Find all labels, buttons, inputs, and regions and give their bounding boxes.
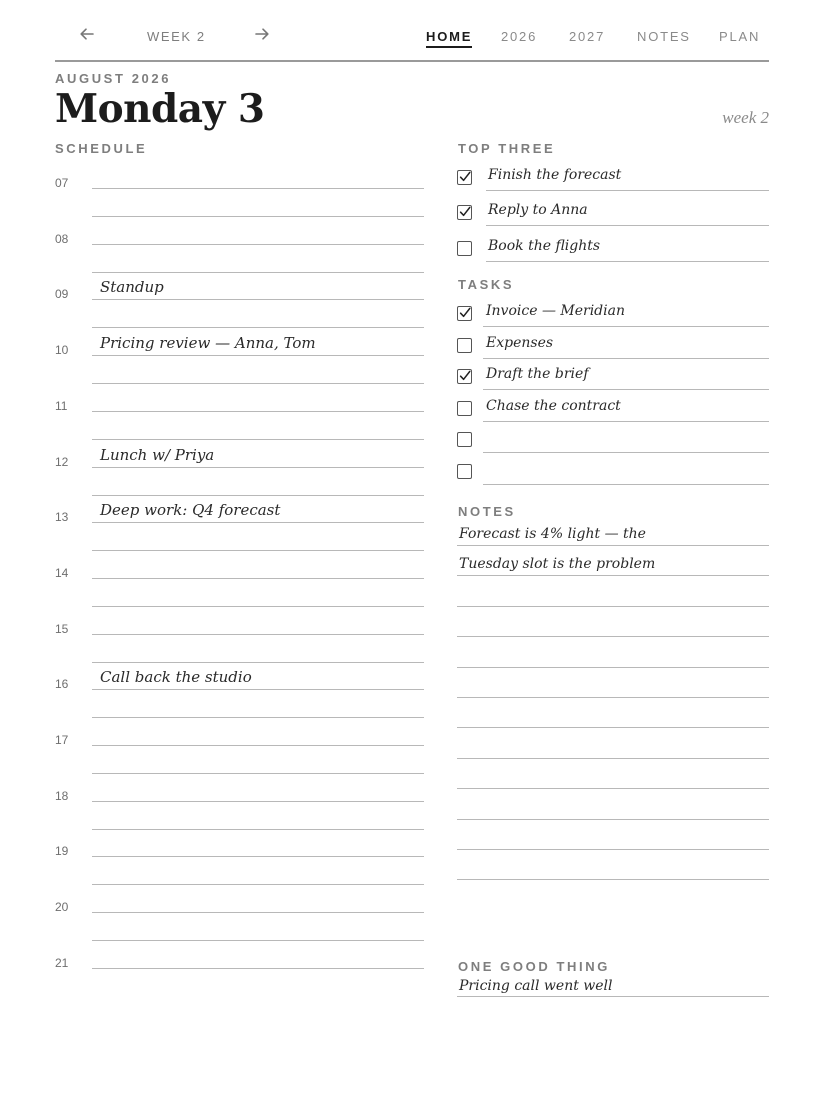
tasks-heading: TASKS	[458, 277, 515, 292]
hour-label: 20	[55, 900, 69, 915]
checklist-row	[457, 366, 769, 386]
notes-heading: NOTES	[458, 504, 516, 519]
task-text[interactable]: Invoice — Meridian	[486, 303, 625, 319]
hour-label: 18	[55, 788, 69, 803]
task-line	[483, 358, 769, 359]
tab-plan[interactable]: PLAN	[719, 29, 761, 44]
week-label: WEEK 2	[147, 29, 206, 44]
hour-label: 19	[55, 844, 69, 859]
half-hour-line	[92, 606, 424, 607]
hour-line	[92, 522, 424, 523]
hour-line	[92, 467, 424, 468]
hour-line	[92, 244, 424, 245]
task-line	[483, 421, 769, 422]
notes-line	[457, 727, 769, 728]
hour-line	[92, 299, 424, 300]
hour-line	[92, 912, 424, 913]
checked-checkbox[interactable]	[457, 306, 472, 321]
notes-line	[457, 575, 769, 576]
hour-line	[92, 801, 424, 802]
half-hour-line	[92, 717, 424, 718]
checkbox[interactable]	[457, 338, 472, 353]
checklist-row	[457, 238, 769, 258]
half-hour-line	[92, 383, 424, 384]
notes-line	[457, 819, 769, 820]
schedule-entry[interactable]: Pricing review — Anna, Tom	[100, 334, 316, 353]
half-hour-line	[92, 216, 424, 217]
one-good-thing-heading: ONE GOOD THING	[458, 959, 610, 974]
tab-2027[interactable]: 2027	[569, 29, 606, 44]
notes-line	[457, 636, 769, 637]
schedule-entry[interactable]: Deep work: Q4 forecast	[100, 501, 281, 520]
tab-2026[interactable]: 2026	[501, 29, 538, 44]
notes-line	[457, 697, 769, 698]
hour-label: 10	[55, 343, 69, 358]
task-text[interactable]: Book the flights	[488, 237, 601, 254]
half-hour-line	[92, 495, 424, 496]
hour-line	[92, 968, 424, 969]
checklist-row	[457, 167, 769, 187]
notes-line	[457, 849, 769, 850]
checked-checkbox[interactable]	[457, 369, 472, 384]
notes-text[interactable]: Tuesday slot is the problem	[459, 556, 656, 573]
tab-notes[interactable]: NOTES	[637, 29, 691, 44]
notes-line	[457, 758, 769, 759]
half-hour-line	[92, 884, 424, 885]
checkbox[interactable]	[457, 241, 472, 256]
hour-label: 13	[55, 510, 69, 525]
checkmark-icon	[458, 369, 472, 383]
checkmark-icon	[458, 170, 472, 184]
checklist-row	[457, 461, 769, 481]
arrow-left-icon[interactable]	[79, 26, 95, 42]
hour-label: 17	[55, 733, 69, 747]
task-line	[483, 326, 769, 327]
hour-label: 16	[55, 677, 69, 692]
checklist-row	[457, 303, 769, 323]
task-line	[483, 389, 769, 390]
hour-line	[92, 578, 424, 579]
hour-label: 09	[55, 287, 69, 302]
half-hour-line	[92, 829, 424, 830]
hour-line	[92, 634, 424, 635]
top-three-heading: TOP THREE	[458, 141, 556, 156]
notes-line	[457, 545, 769, 546]
checklist-row	[457, 335, 769, 355]
hour-line	[92, 411, 424, 412]
checklist-row	[457, 429, 769, 449]
month-label: AUGUST 2026	[55, 71, 172, 86]
half-hour-line	[92, 773, 424, 774]
hour-label: 08	[55, 231, 69, 246]
task-text[interactable]: Draft the brief	[486, 366, 589, 383]
hour-label: 15	[55, 621, 69, 636]
top-nav	[55, 0, 769, 62]
hour-line	[92, 689, 424, 690]
hour-line	[92, 355, 424, 356]
one-good-thing-line	[457, 996, 769, 997]
task-line	[483, 484, 769, 485]
checked-checkbox[interactable]	[457, 170, 472, 185]
notes-line	[457, 667, 769, 668]
schedule-entry[interactable]: Standup	[100, 278, 164, 297]
checkmark-icon	[458, 205, 472, 219]
half-hour-line	[92, 327, 424, 328]
half-hour-line	[92, 439, 424, 440]
task-line	[486, 225, 769, 226]
checkmark-icon	[458, 306, 472, 320]
hour-label: 07	[55, 176, 69, 190]
checkbox[interactable]	[457, 432, 472, 447]
half-hour-line	[92, 940, 424, 941]
task-text[interactable]: Expenses	[486, 334, 554, 351]
checklist-row	[457, 202, 769, 222]
hour-label: 21	[55, 955, 69, 970]
task-line	[486, 261, 769, 262]
checked-checkbox[interactable]	[457, 205, 472, 220]
hour-label: 12	[55, 454, 69, 469]
schedule-heading: SCHEDULE	[55, 141, 148, 156]
task-text[interactable]: Finish the forecast	[488, 167, 622, 183]
notes-line	[457, 788, 769, 789]
hour-label: 14	[55, 565, 69, 580]
task-text[interactable]: Chase the contract	[486, 397, 621, 414]
hour-line	[92, 188, 424, 189]
page-title: Monday 3	[55, 86, 265, 132]
task-line	[483, 452, 769, 453]
one-good-thing-text[interactable]: Pricing call went well	[459, 978, 613, 994]
arrow-right-icon[interactable]	[254, 26, 270, 42]
tab-home[interactable]: HOME	[426, 29, 473, 44]
schedule-entry[interactable]: Call back the studio	[100, 668, 252, 687]
task-text[interactable]: Reply to Anna	[488, 202, 588, 219]
notes-text[interactable]: Forecast is 4% light — the	[459, 526, 646, 542]
hour-label: 11	[55, 398, 68, 413]
notes-line	[457, 606, 769, 607]
half-hour-line	[92, 550, 424, 551]
checklist-row	[457, 398, 769, 418]
schedule-entry[interactable]: Lunch w/ Priya	[100, 445, 215, 464]
half-hour-line	[92, 272, 424, 273]
notes-line	[457, 879, 769, 880]
half-hour-line	[92, 662, 424, 663]
checkbox[interactable]	[457, 401, 472, 416]
checkbox[interactable]	[457, 464, 472, 479]
hour-line	[92, 856, 424, 857]
task-line	[486, 190, 769, 191]
week-tag: week 2	[722, 108, 769, 127]
hour-line	[92, 745, 424, 746]
